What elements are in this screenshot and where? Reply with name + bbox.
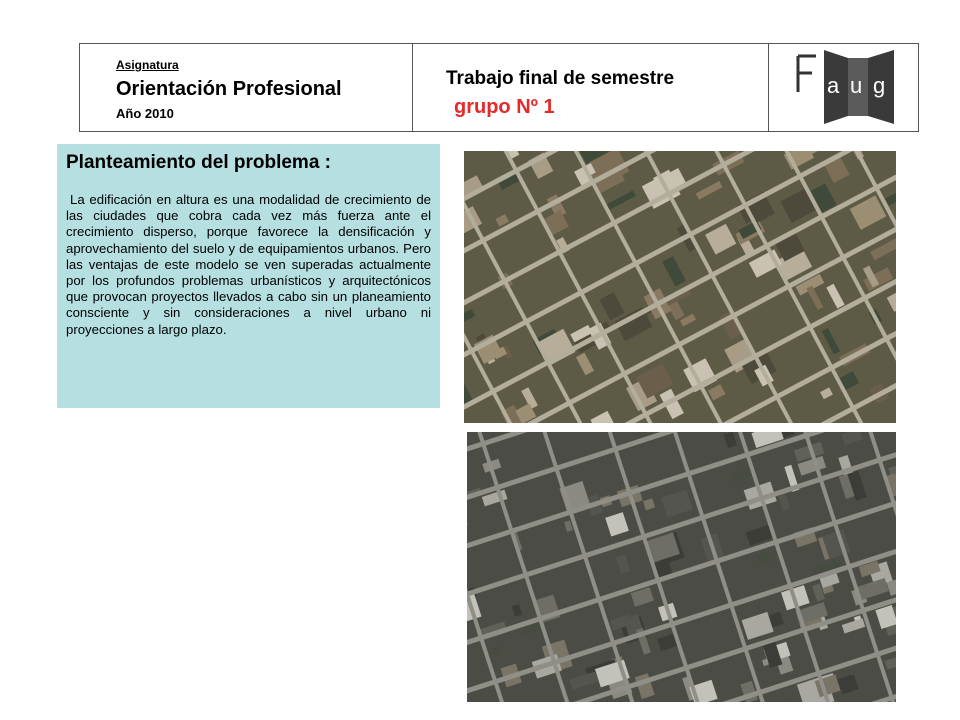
subject-year: Año 2010 — [116, 106, 174, 121]
header-table — [79, 43, 919, 132]
aerial-photo-bottom — [467, 432, 896, 702]
problem-text: La edificación en altura es una modalidad de crecimiento de las ciudades que cobra cada vez más fuerza ante el crecimiento disperso, porque favorece la densificación y aprovechamiento del suelo y de equipamientos urbanos. Pero las ventajas de este modelo se ven superadas actualmente por los profundos problemas urbanísticos y arquitectónicos que provocan proyectos llevados a cabo sin un planeamiento consciente y sin consideraciones a nivel urbano ni proyecciones a largo plazo. — [66, 192, 431, 337]
project-title: Trabajo final de semestre — [446, 68, 675, 89]
problem-title: Planteamiento del problema : — [66, 152, 331, 173]
faug-logo — [794, 46, 898, 124]
subject-name: Orientación Profesional — [116, 78, 342, 100]
header-divider — [412, 44, 413, 131]
aerial-photo-top — [464, 151, 896, 423]
svg-text:u: u — [850, 73, 863, 98]
header-divider — [768, 44, 769, 131]
project-group: grupo Nº 1 — [454, 96, 555, 118]
problem-statement-box — [57, 144, 440, 408]
svg-text:g: g — [873, 73, 886, 98]
subject-label: Asignatura — [116, 58, 179, 72]
svg-text:a: a — [827, 73, 840, 98]
